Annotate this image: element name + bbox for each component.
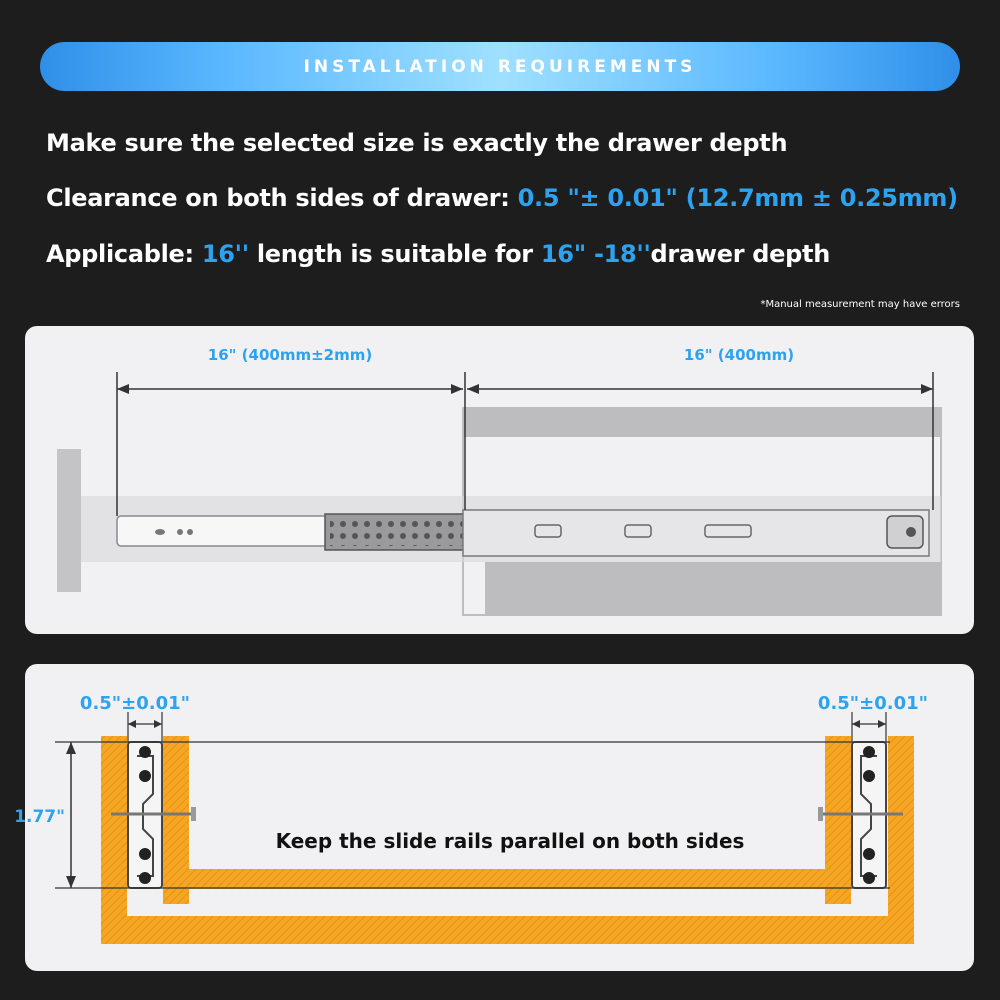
right-dimension-label: 16" (400mm) <box>683 346 795 364</box>
drawer-box-back <box>463 408 941 437</box>
title-banner <box>40 42 960 91</box>
outer-rail-end-cap <box>887 516 923 548</box>
left-rail-ball-1 <box>139 746 151 758</box>
banner-title: INSTALLATION REQUIREMENTS <box>303 56 697 77</box>
requirement-line-3 <box>46 240 830 268</box>
applicable-length: 16'' <box>201 240 249 268</box>
right-rail-ball-4 <box>863 872 875 884</box>
right-rail-ball-1 <box>863 746 875 758</box>
applicable-label: Applicable: <box>46 240 202 268</box>
left-rail-ball-2 <box>139 770 151 782</box>
left-dimension-label: 16" (400mm±2mm) <box>207 346 373 364</box>
rail-hole-3 <box>187 529 193 535</box>
left-dim-arrow-start <box>117 384 129 394</box>
height-arrow-top <box>66 742 76 754</box>
left-rail-ball-4 <box>139 872 151 884</box>
cabinet-bottom <box>101 916 914 944</box>
right-clearance-arrow-2 <box>878 720 886 728</box>
cabinet-left-wall <box>101 736 127 944</box>
left-clearance-label: 0.5"±0.01" <box>79 693 191 714</box>
drawer-box-front <box>485 562 941 615</box>
requirement-line-2 <box>46 184 958 212</box>
clearance-diagram-panel <box>14 664 974 971</box>
rail-hole-1 <box>155 529 165 535</box>
right-dim-arrow-start <box>467 384 479 394</box>
left-screw-head <box>191 807 196 821</box>
height-label: 1.77" <box>14 807 65 827</box>
parallel-rails-caption: Keep the slide rails parallel on both sides <box>275 829 745 853</box>
slide-outer-rail <box>463 510 929 556</box>
left-clearance-arrow-2 <box>154 720 162 728</box>
requirement-1-text: Make sure the selected size is exactly the drawer depth <box>46 129 788 157</box>
right-clearance-arrow-1 <box>852 720 860 728</box>
right-dim-arrow-end <box>921 384 933 394</box>
right-rail-ball-2 <box>863 770 875 782</box>
applicable-mid: length is suitable for <box>248 240 541 268</box>
right-screw-head <box>818 807 823 821</box>
outer-rail-end-hole <box>906 527 916 537</box>
clearance-label: Clearance on both sides of drawer: <box>46 184 518 212</box>
drawer-bottom <box>163 869 851 889</box>
length-diagram <box>25 326 974 634</box>
requirement-line-1 <box>46 129 787 157</box>
applicable-range: 16" -18'' <box>540 240 651 268</box>
left-dim-arrow-end <box>451 384 463 394</box>
length-diagram-panel <box>25 326 974 634</box>
rail-hole-2 <box>177 529 183 535</box>
cabinet-side-block <box>57 449 81 592</box>
clearance-diagram <box>14 664 974 971</box>
applicable-end: drawer depth <box>650 240 830 268</box>
left-clearance-arrow-1 <box>128 720 136 728</box>
height-arrow-bottom <box>66 876 76 888</box>
right-clearance-label: 0.5"±0.01" <box>817 693 929 714</box>
left-rail-ball-3 <box>139 848 151 860</box>
cabinet-right-wall <box>888 736 914 944</box>
clearance-value: 0.5 "± 0.01" (12.7mm ± 0.25mm) <box>517 184 958 212</box>
right-rail-ball-3 <box>863 848 875 860</box>
slide-inner-rail <box>117 516 337 546</box>
measurement-note: *Manual measurement may have errors <box>760 299 960 310</box>
